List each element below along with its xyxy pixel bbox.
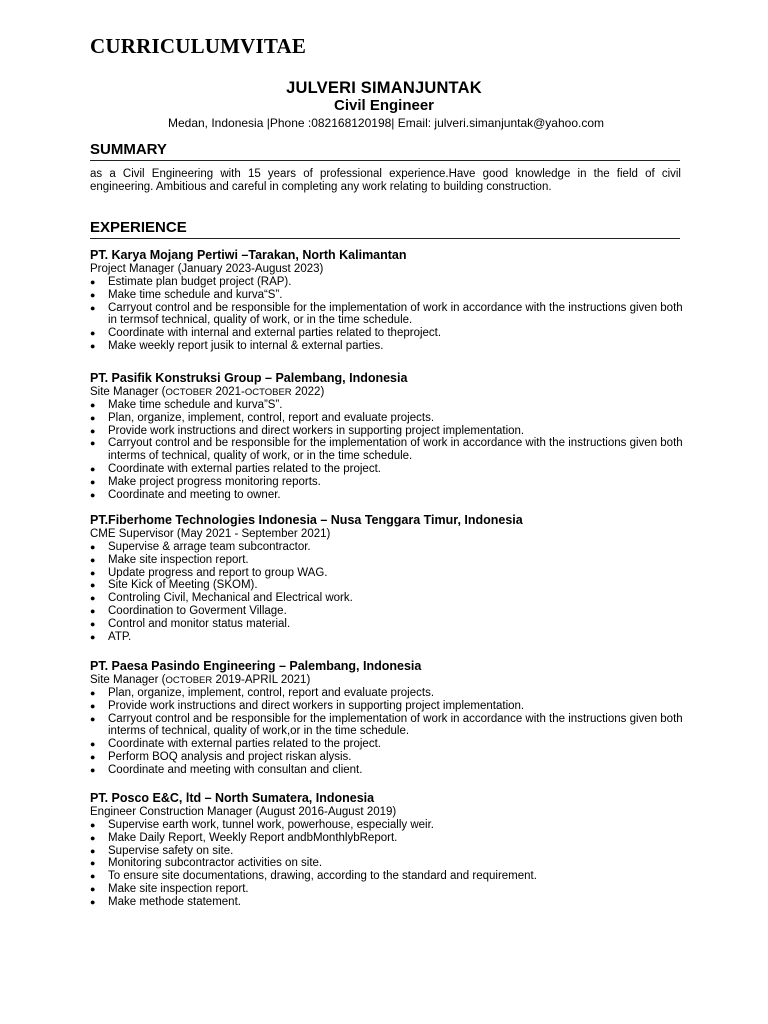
person-role: Civil Engineer <box>333 97 435 114</box>
duty-text: Controling Civil, Mechanical and Electrical work. <box>108 592 353 605</box>
list-item <box>90 340 690 353</box>
contact-line: Medan, Indonesia |Phone :082168120198| Email: julveri.simanjuntak@yahoo.com <box>167 116 605 130</box>
list-item <box>90 276 690 289</box>
duty-text: Provide work instructions and direct workers in supporting project implementation. <box>108 424 525 437</box>
bullet-icon: ● <box>90 554 96 565</box>
duty-text: Make Daily Report, Weekly Report andbMonthlybReport. <box>108 831 398 844</box>
bullet-icon: ● <box>90 400 96 410</box>
list-item <box>90 870 690 883</box>
list-item <box>90 399 690 412</box>
period-close: ) <box>326 528 331 540</box>
bullet-icon: ● <box>90 340 96 351</box>
bullet-icon: ● <box>90 739 96 750</box>
duty-text: ATP. <box>108 630 132 643</box>
job-period: August 2016-August 2019 <box>259 806 393 818</box>
bullet-icon: ● <box>90 713 96 724</box>
period-open: ( <box>173 528 181 540</box>
job-title: Site Manager <box>90 674 159 686</box>
job-period: January 2023-August 2023 <box>181 263 320 275</box>
list-item <box>90 883 690 896</box>
list-item <box>90 687 690 700</box>
bullet-icon: ● <box>90 277 96 287</box>
bullet-icon: ● <box>90 412 96 423</box>
experience-heading: EXPERIENCE <box>90 219 680 239</box>
job-company: PT.Fiberhome Technologies Indonesia – Nusa Tenggara Timur, Indonesia <box>90 513 523 527</box>
bullet-icon: ● <box>90 688 96 698</box>
duty-text: Coordinate with external parties related to the project. <box>108 738 381 751</box>
bullet-icon: ● <box>90 302 96 313</box>
list-item <box>90 476 690 489</box>
bullet-icon: ● <box>90 328 96 339</box>
job-company: PT. Paesa Pasindo Engineering – Palembang, Indonesia <box>90 659 422 673</box>
job-period-end-month: OCTOBER <box>244 387 292 398</box>
job-position <box>90 528 690 541</box>
duty-text: Monitoring subcontractor activities on site. <box>108 857 323 870</box>
duty-text: Estimate plan budget project (RAP). <box>108 276 292 288</box>
bullet-icon: ● <box>90 896 96 907</box>
duty-text: Plan, organize, implement, control, report and evaluate projects. <box>108 687 435 699</box>
list-item <box>90 327 690 340</box>
list-item <box>90 437 690 463</box>
duty-text: To ensure site documentations, drawing, according to the standard and requirement. <box>108 870 537 883</box>
list-item <box>90 764 690 777</box>
duty-text: Carryout control and be responsible for the implementation of work in accordance with the instructions given both interms of technical, quality of work, or in the time schedule. <box>108 437 683 463</box>
duty-text: Supervise safety on site. <box>108 844 234 857</box>
job-period-rest: 2019-APRIL 2021 <box>212 674 307 686</box>
job-position <box>90 674 690 687</box>
bullet-icon: ● <box>90 764 96 775</box>
duty-text: Make project progress monitoring reports. <box>108 475 321 488</box>
bullet-icon: ● <box>90 542 96 552</box>
duty-text: Coordinate and meeting with consultan and client. <box>108 763 363 776</box>
job-entry <box>90 248 690 353</box>
duty-list <box>90 541 690 643</box>
job-title: Engineer Construction Manager <box>90 806 253 818</box>
person-name: JULVERI SIMANJUNTAK <box>286 79 482 97</box>
duty-text: Site Kick of Meeting (SKOM). <box>108 579 258 592</box>
list-item <box>90 302 690 328</box>
duty-text: Make site inspection report. <box>108 882 249 895</box>
bullet-icon: ● <box>90 871 96 882</box>
duty-text: Supervise & arrage team subcontractor. <box>108 541 311 553</box>
period-close: ) <box>320 386 325 398</box>
bullet-icon: ● <box>90 593 96 604</box>
summary-heading: SUMMARY <box>90 141 680 161</box>
duty-text: Update progress and report to group WAG. <box>108 566 328 579</box>
duty-text: Plan, organize, implement, control, report and evaluate projects. <box>108 411 435 424</box>
duty-text: Make time schedule and kurva“S”. <box>108 288 283 301</box>
list-item <box>90 579 690 592</box>
duty-text: Coordinate and meeting to owner. <box>108 488 281 501</box>
bullet-icon: ● <box>90 438 96 449</box>
duty-text: Provide work instructions and direct workers in supporting project implementation. <box>108 699 525 712</box>
duty-list <box>90 687 690 777</box>
job-title: Site Manager <box>90 386 159 398</box>
list-item <box>90 554 690 567</box>
list-item <box>90 592 690 605</box>
bullet-icon: ● <box>90 845 96 856</box>
job-entry <box>90 791 690 909</box>
list-item <box>90 463 690 476</box>
bullet-icon: ● <box>90 580 96 591</box>
list-item <box>90 857 690 870</box>
job-company: PT. Karya Mojang Pertiwi –Tarakan, North Kalimantan <box>90 248 407 262</box>
bullet-icon: ● <box>90 605 96 616</box>
period-open: ( <box>174 263 182 275</box>
duty-text: Carryout control and be responsible for the implementation of work in accordance with the instructions given both interms of technical, quality of work,or in the time schedule. <box>108 712 683 738</box>
job-title: Project Manager <box>90 263 175 275</box>
summary-text: as a Civil Engineering with 15 years of professional experience.Have good knowledge in the field of civil engineering. Ambitious and careful in completing any work relating to building construction. <box>90 168 681 193</box>
list-item <box>90 713 690 739</box>
list-item <box>90 631 690 644</box>
job-company: PT. Posco E&C, ltd – North Sumatera, Indonesia <box>90 791 375 805</box>
list-item <box>90 605 690 618</box>
list-item <box>90 412 690 425</box>
list-item <box>90 751 690 764</box>
duty-text: Coordination to Goverment Village. <box>108 604 287 617</box>
duty-text: Supervise earth work, tunnel work, powerhouse, especially weir. <box>108 819 434 831</box>
period-close: ) <box>306 674 311 686</box>
job-period-start-year: 2021- <box>212 386 245 398</box>
duty-text: Control and monitor status material. <box>108 617 291 630</box>
list-item <box>90 700 690 713</box>
list-item <box>90 425 690 438</box>
list-item <box>90 819 690 832</box>
bullet-icon: ● <box>90 489 96 500</box>
period-open: ( <box>252 806 260 818</box>
duty-text: Coordinate with internal and external parties related to theproject. <box>108 327 442 340</box>
job-position <box>90 263 690 276</box>
job-entry <box>90 371 690 501</box>
bullet-icon: ● <box>90 289 96 300</box>
job-period-start-month: OCTOBER <box>165 387 213 398</box>
job-entry <box>90 513 690 643</box>
bullet-icon: ● <box>90 567 96 578</box>
list-item <box>90 618 690 631</box>
bullet-icon: ● <box>90 832 96 843</box>
job-period-start-month: OCTOBER <box>165 675 213 686</box>
bullet-icon: ● <box>90 858 96 869</box>
duty-text: Make site inspection report. <box>108 553 249 566</box>
job-position <box>90 386 690 399</box>
bullet-icon: ● <box>90 631 96 642</box>
duty-text: Make methode statement. <box>108 895 241 908</box>
bullet-icon: ● <box>90 476 96 487</box>
list-item <box>90 289 690 302</box>
job-period-end-year: 2022 <box>291 386 321 398</box>
duty-text: Make time schedule and kurva”S”. <box>108 399 283 411</box>
period-open: ( <box>158 674 166 686</box>
list-item <box>90 738 690 751</box>
document-title: CURRICULUMVITAE <box>90 34 307 58</box>
duty-text: Carryout control and be responsible for the implementation of work in accordance with the instructions given both in termsof technical, quality of work, or in the time schedule. <box>108 301 683 327</box>
bullet-icon: ● <box>90 618 96 629</box>
list-item <box>90 541 690 554</box>
job-title: CME Supervisor <box>90 528 174 540</box>
list-item <box>90 845 690 858</box>
period-close: ) <box>319 263 324 275</box>
job-entry <box>90 659 690 777</box>
job-company: PT. Pasifik Konstruksi Group – Palembang, Indonesia <box>90 371 408 385</box>
duty-text: Make weekly report jusik to internal & external parties. <box>108 339 384 352</box>
job-position <box>90 806 690 819</box>
duty-text: Coordinate with external parties related to the project. <box>108 462 381 475</box>
list-item <box>90 896 690 909</box>
bullet-icon: ● <box>90 751 96 762</box>
duty-text: Perform BOQ analysis and project riskan alysis. <box>108 750 352 763</box>
bullet-icon: ● <box>90 700 96 711</box>
bullet-icon: ● <box>90 820 96 830</box>
list-item <box>90 832 690 845</box>
list-item <box>90 567 690 580</box>
list-item <box>90 489 690 502</box>
duty-list <box>90 819 690 909</box>
period-close: ) <box>392 806 397 818</box>
bullet-icon: ● <box>90 883 96 894</box>
job-period: May 2021 - September 2021 <box>180 528 327 540</box>
period-open: ( <box>158 386 166 398</box>
bullet-icon: ● <box>90 425 96 436</box>
duty-list <box>90 399 690 501</box>
duty-list <box>90 276 690 353</box>
bullet-icon: ● <box>90 463 96 474</box>
